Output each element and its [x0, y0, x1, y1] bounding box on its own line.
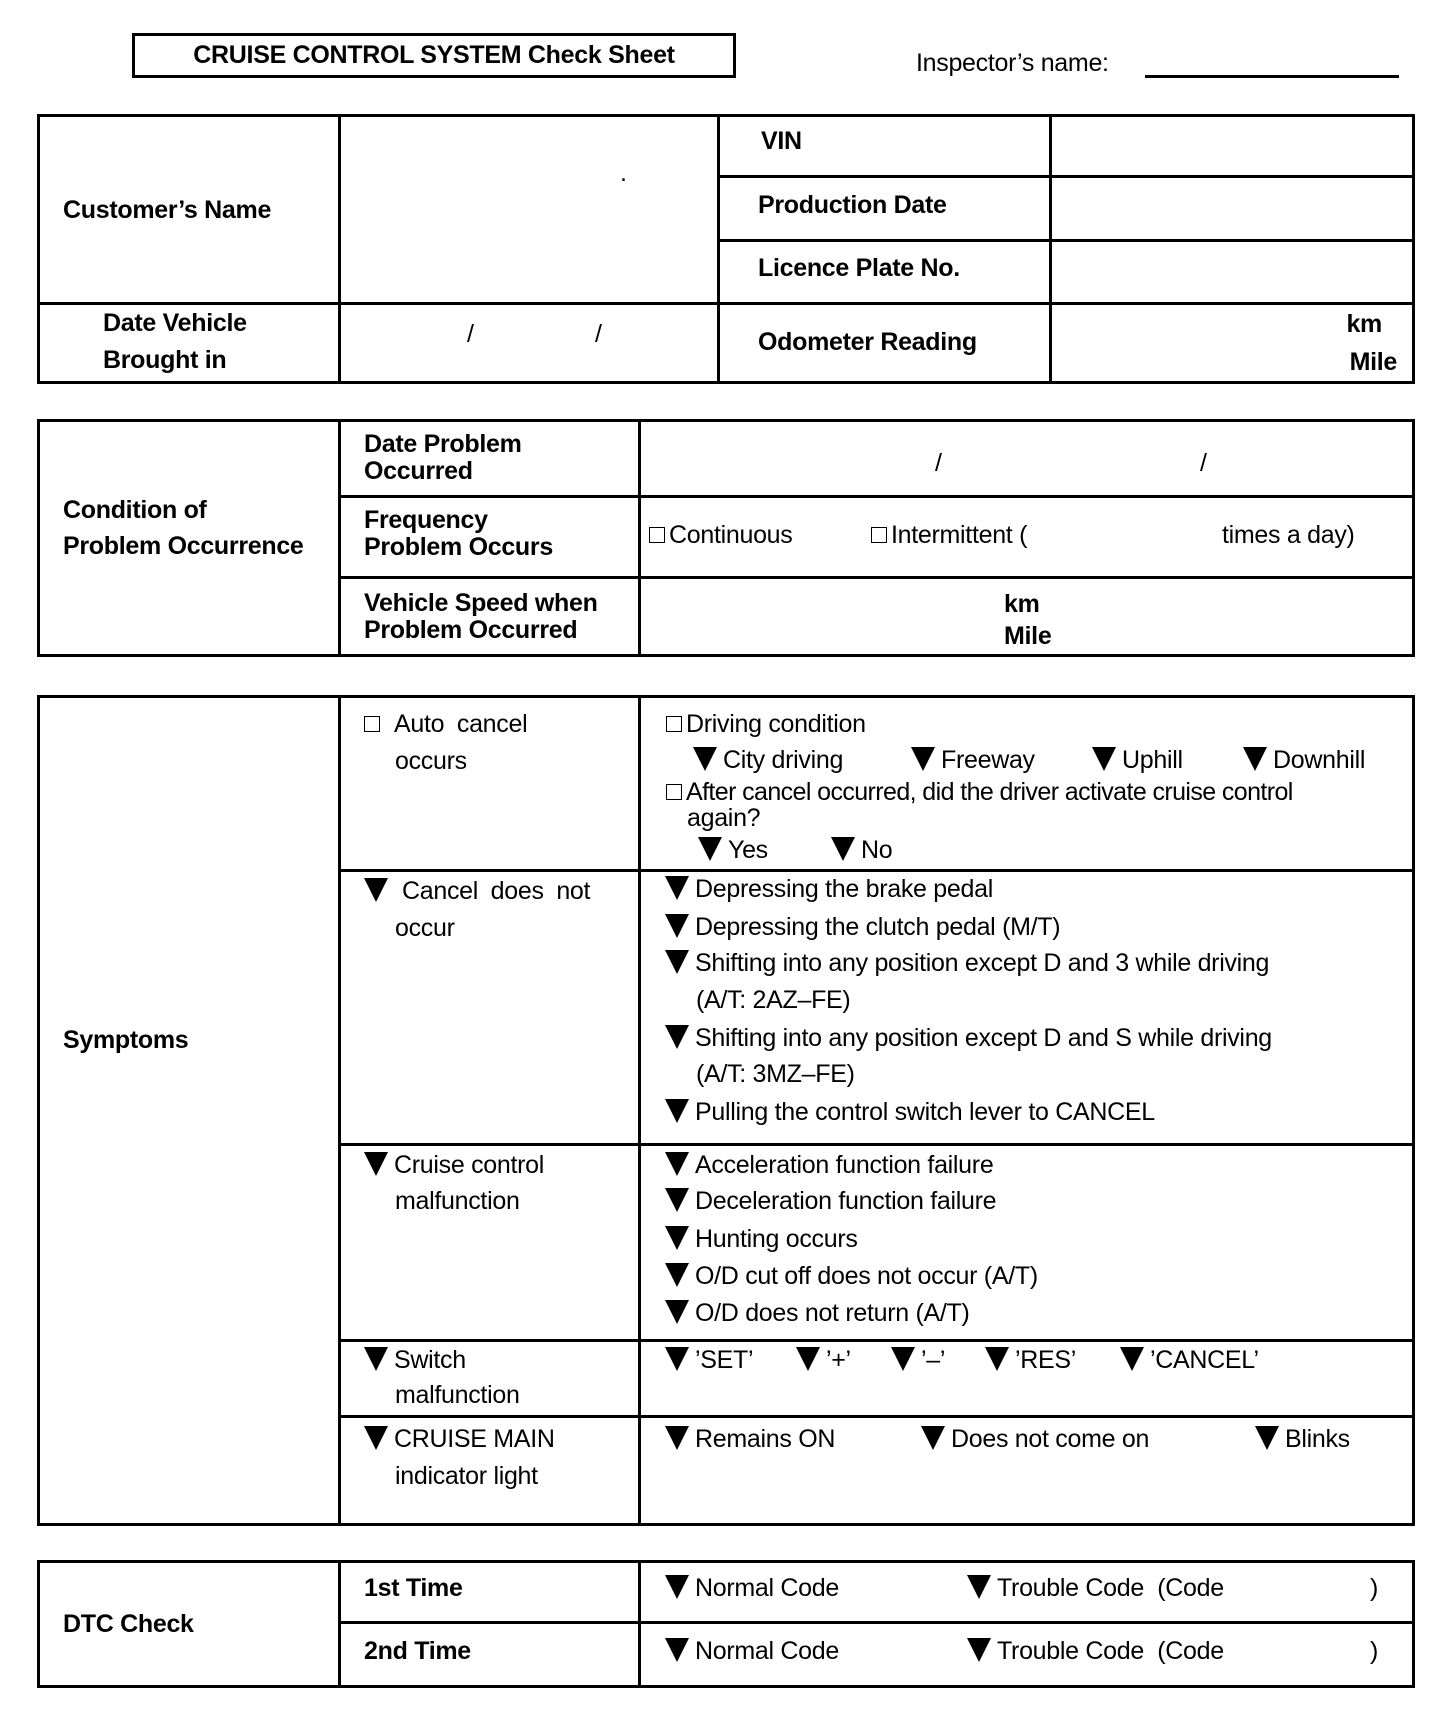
divider	[338, 1339, 1415, 1342]
times-a-day: times a day)	[1222, 521, 1355, 549]
item-label: Hunting occurs	[695, 1225, 858, 1253]
triangle-bullet-icon	[665, 1263, 689, 1287]
item-label: ’–’	[921, 1346, 946, 1374]
item-label: ’+’	[826, 1346, 851, 1374]
malfunction-item[interactable]	[665, 1298, 970, 1328]
indicator-blinks[interactable]	[1255, 1424, 1350, 1454]
licence-plate-label: Licence Plate No.	[758, 254, 960, 282]
first-time-label: 1st Time	[364, 1574, 463, 1602]
divider	[338, 869, 1415, 872]
date-brought-label: Date Vehicle	[103, 309, 247, 337]
second-trouble-code[interactable]	[967, 1636, 1224, 1666]
uphill-option[interactable]	[1092, 745, 1183, 775]
triangle-bullet-icon	[364, 1426, 388, 1450]
item-label: ’CANCEL’	[1150, 1346, 1259, 1374]
item-label: O/D cut off does not occur (A/T)	[695, 1262, 1038, 1290]
vehicle-info-table	[37, 114, 1415, 384]
malfunction-item[interactable]	[665, 1186, 996, 1216]
triangle-bullet-icon	[364, 1347, 388, 1371]
date-slash: /	[1200, 449, 1207, 477]
switch-res[interactable]	[985, 1345, 1076, 1375]
divider	[638, 695, 641, 1526]
speed-mile: Mile	[1004, 622, 1052, 650]
second-close-paren: )	[1370, 1637, 1379, 1665]
triangle-bullet-icon	[665, 1638, 689, 1662]
triangle-bullet-icon	[1243, 747, 1267, 771]
symptoms-label: Symptoms	[63, 1026, 189, 1054]
item-label: Trouble Code (Code	[997, 1574, 1224, 1602]
triangle-bullet-icon	[665, 914, 689, 938]
triangle-bullet-icon	[665, 1025, 689, 1049]
date-slash: /	[595, 320, 602, 348]
first-trouble-code[interactable]	[967, 1573, 1224, 1603]
divider	[338, 1621, 1415, 1624]
triangle-bullet-icon	[967, 1575, 991, 1599]
cancel-not-item[interactable]	[665, 1097, 1155, 1127]
switch-minus[interactable]	[891, 1345, 945, 1375]
first-normal-code[interactable]	[665, 1573, 839, 1603]
triangle-bullet-icon	[665, 1575, 689, 1599]
item-label: Depressing the clutch pedal (M/T)	[695, 913, 1061, 941]
speed-km: km	[1004, 590, 1040, 618]
second-time-label: 2nd Time	[364, 1637, 471, 1665]
condition-label: Problem Occurrence	[63, 532, 304, 560]
triangle-bullet-icon	[693, 747, 717, 771]
indicator-not-on[interactable]	[921, 1424, 1149, 1454]
option-label: After cancel occurred, did the driver activate cruise control	[686, 778, 1293, 806]
item-label: Depressing the brake pedal	[695, 875, 993, 903]
item-label: Normal Code	[695, 1574, 839, 1602]
triangle-bullet-icon	[698, 837, 722, 861]
divider	[638, 1560, 641, 1688]
triangle-bullet-icon	[665, 1426, 689, 1450]
triangle-bullet-icon	[1255, 1426, 1279, 1450]
divider	[717, 175, 1415, 178]
triangle-bullet-icon	[665, 1347, 689, 1371]
option-label: Cancel does not	[402, 877, 591, 905]
option-label: Intermittent (	[891, 521, 1028, 549]
cancel-not-item-note: (A/T: 3MZ–FE)	[696, 1060, 855, 1088]
item-label: O/D does not return (A/T)	[695, 1299, 970, 1327]
odometer-km: km	[1346, 310, 1382, 338]
intermittent-option[interactable]	[871, 520, 1027, 550]
date-slash: /	[935, 449, 942, 477]
indicator-label: indicator light	[395, 1462, 538, 1490]
switch-plus[interactable]	[796, 1345, 851, 1375]
customer-name-dot: .	[620, 159, 627, 187]
cancel-not-item-note: (A/T: 2AZ–FE)	[696, 986, 851, 1014]
option-label: City driving	[723, 746, 844, 774]
item-label: Pulling the control switch lever to CANCEL	[695, 1098, 1155, 1126]
item-label: Blinks	[1285, 1425, 1350, 1453]
item-label: ’RES’	[1015, 1346, 1077, 1374]
option-label: Continuous	[669, 521, 793, 549]
customer-name-label: Customer’s Name	[63, 196, 272, 224]
switch-label: malfunction	[395, 1381, 520, 1409]
cancel-not-item[interactable]	[665, 948, 1269, 978]
triangle-bullet-icon	[985, 1347, 1009, 1371]
inspector-name-field[interactable]	[1145, 75, 1399, 78]
divider	[338, 576, 1415, 579]
cancel-not-item[interactable]	[665, 1023, 1272, 1053]
divider	[338, 695, 341, 1526]
frequency-label: Frequency	[364, 506, 488, 534]
downhill-option[interactable]	[1243, 745, 1365, 775]
triangle-bullet-icon	[665, 1099, 689, 1123]
yes-option[interactable]	[698, 835, 768, 865]
dtc-label: DTC Check	[63, 1610, 194, 1638]
triangle-bullet-icon	[665, 1300, 689, 1324]
triangle-bullet-icon	[1120, 1347, 1144, 1371]
switch-option[interactable]	[364, 1345, 466, 1375]
second-normal-code[interactable]	[665, 1636, 839, 1666]
cancel-not-item[interactable]	[665, 912, 1060, 942]
option-label: Driving condition	[686, 710, 866, 738]
checkbox[interactable]	[649, 527, 665, 543]
option-label: Uphill	[1122, 746, 1183, 774]
odometer-mile: Mile	[1349, 348, 1397, 376]
triangle-bullet-icon	[891, 1347, 915, 1371]
divider	[338, 114, 341, 384]
triangle-bullet-icon	[665, 1188, 689, 1212]
date-problem-label: Date Problem	[364, 430, 522, 458]
checkbox[interactable]	[666, 784, 682, 800]
item-label: Shifting into any position except D and S while driving	[695, 1024, 1272, 1052]
indicator-remains-on[interactable]	[665, 1424, 835, 1454]
indicator-option[interactable]	[364, 1424, 555, 1454]
triangle-bullet-icon	[364, 1152, 388, 1176]
triangle-bullet-icon	[665, 950, 689, 974]
item-label: ’SET’	[695, 1346, 754, 1374]
odometer-label: Odometer Reading	[758, 328, 977, 356]
triangle-bullet-icon	[831, 837, 855, 861]
switch-set[interactable]	[665, 1345, 753, 1375]
option-label: CRUISE MAIN	[394, 1425, 555, 1453]
malfunction-item[interactable]	[665, 1150, 993, 1180]
triangle-bullet-icon	[921, 1426, 945, 1450]
triangle-bullet-icon	[796, 1347, 820, 1371]
frequency-label: Problem Occurs	[364, 533, 553, 561]
item-label: Shifting into any position except D and 3 while driving	[695, 949, 1270, 977]
condition-label: Condition of	[63, 496, 207, 524]
option-label: Auto cancel	[394, 710, 528, 738]
no-option[interactable]	[831, 835, 892, 865]
malfunction-label: malfunction	[395, 1187, 520, 1215]
switch-cancel[interactable]	[1120, 1345, 1259, 1375]
malfunction-option[interactable]	[364, 1150, 544, 1180]
after-cancel-label: again?	[687, 804, 761, 832]
date-brought-label: Brought in	[103, 346, 227, 374]
date-problem-label: Occurred	[364, 457, 473, 485]
continuous-option[interactable]	[649, 520, 792, 550]
checkbox[interactable]	[364, 716, 380, 732]
production-date-label: Production Date	[758, 191, 947, 219]
first-close-paren: )	[1370, 1574, 1379, 1602]
divider	[338, 1143, 1415, 1146]
cancel-not-item[interactable]	[665, 874, 993, 904]
option-label: Switch	[394, 1346, 466, 1374]
divider	[717, 239, 1415, 242]
divider	[1049, 114, 1052, 384]
cancel-not-option[interactable]	[364, 876, 590, 906]
item-label: Deceleration function failure	[695, 1187, 997, 1215]
divider	[37, 302, 1415, 305]
vin-label: VIN	[761, 127, 802, 155]
divider	[338, 495, 1415, 498]
inspector-label: Inspector’s name:	[916, 49, 1109, 77]
divider	[338, 1560, 341, 1688]
triangle-bullet-icon	[1092, 747, 1116, 771]
triangle-bullet-icon	[665, 876, 689, 900]
auto-cancel-option[interactable]	[364, 709, 527, 739]
vehicle-speed-label: Vehicle Speed when	[364, 589, 598, 617]
item-label: Trouble Code (Code	[997, 1637, 1224, 1665]
triangle-bullet-icon	[665, 1226, 689, 1250]
triangle-bullet-icon	[911, 747, 935, 771]
date-slash: /	[467, 320, 474, 348]
divider	[717, 114, 720, 384]
option-label: Cruise control	[394, 1151, 545, 1179]
option-label: Freeway	[941, 746, 1035, 774]
item-label: Remains ON	[695, 1425, 836, 1453]
vehicle-speed-label: Problem Occurred	[364, 616, 578, 644]
driving-condition-option[interactable]	[666, 709, 866, 739]
item-label: Does not come on	[951, 1425, 1150, 1453]
divider	[638, 419, 641, 657]
divider	[338, 419, 341, 657]
malfunction-item[interactable]	[665, 1261, 1038, 1291]
freeway-option[interactable]	[911, 745, 1035, 775]
option-label: Downhill	[1273, 746, 1366, 774]
divider	[338, 1415, 1415, 1418]
malfunction-item[interactable]	[665, 1224, 858, 1254]
triangle-bullet-icon	[665, 1152, 689, 1176]
item-label: Acceleration function failure	[695, 1151, 994, 1179]
option-label: No	[861, 836, 893, 864]
checkbox[interactable]	[666, 716, 682, 732]
checkbox[interactable]	[871, 527, 887, 543]
triangle-bullet-icon	[967, 1638, 991, 1662]
triangle-bullet-icon	[364, 878, 388, 902]
auto-cancel-label: occurs	[395, 747, 467, 775]
page-title: CRUISE CONTROL SYSTEM Check Sheet	[193, 41, 675, 69]
option-label: Yes	[728, 836, 768, 864]
cancel-not-label: occur	[395, 914, 455, 942]
item-label: Normal Code	[695, 1637, 839, 1665]
city-driving-option[interactable]	[693, 745, 843, 775]
